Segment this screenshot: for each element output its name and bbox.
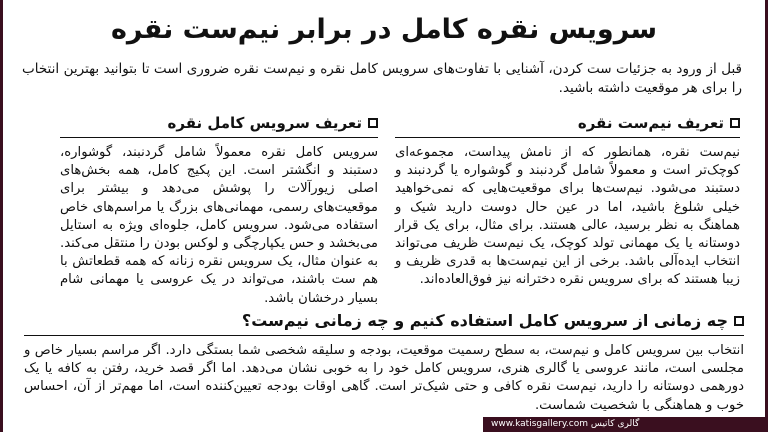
heading-underline <box>60 137 378 138</box>
half-set-heading-text: تعریف نیم‌ست نقره <box>577 114 724 132</box>
when-body: انتخاب بین سرویس کامل و نیم‌ست، به سطح رسمیت موقعیت، بودجه و سلیقه شخصی شما بستگی دارد. اگر مراسم بسیار خاص و مجلسی است، مانند عروسی یا گالری هنری، سرویس کامل خود را به خوبی نشان می‌دهد. اما اگر قصد خرید، رفتن به کافه یا یک دورهمی دوستانه را دارید، نیم‌ست نقره کافی و حتی شیک‌تر است. گاهی اوقات بودجه تعیین‌کننده است، اما مهم‌تر از آن، احساس خوب و هماهنگی با شخصیت شماست. <box>24 343 744 413</box>
full-set-heading <box>60 112 378 136</box>
full-set-heading-text: تعریف سرویس کامل نقره <box>167 114 362 132</box>
half-set-heading <box>395 112 740 136</box>
when-section <box>24 310 744 415</box>
footer-brand-bar: گالری کاتیس www.katisgallery.com <box>483 417 768 432</box>
heading-underline <box>24 335 744 336</box>
checkbox-bullet-icon <box>730 118 740 128</box>
full-set-section <box>60 112 378 308</box>
when-heading-text: چه زمانی از سرویس کامل استفاده کنیم و چه زمانی نیم‌ست؟ <box>241 311 728 330</box>
full-set-body: سرویس کامل نقره معمولاً شامل گردنبند، گوشواره، دستبند و انگشتر است. این پکیج کامل، همه بخش‌های اصلی زیورآلات را پوشش می‌دهد و بیشتر برای موقعیت‌های رسمی، مهمانی‌های بزرگ یا مراسم‌های خاص استفاده می‌شود. سرویس کامل، جلوه‌ای ویژه به استایل می‌بخشد و حس یکپارچگی و لوکس بودن را منتقل می‌کند. به عنوان مثال، یک سرویس نقره زنانه که همه قطعاتش با هم ست باشند، می‌تواند در یک عروسی یا مهمانی شام بسیار درخشان باشد. <box>60 145 378 306</box>
half-set-body: نیم‌ست نقره، همانطور که از نامش پیداست، مجموعه‌ای کوچک‌تر است و معمولاً شامل گردنبند و گوشواره یا گردنبند و دستبند می‌شود. نیم‌ست‌ها برای موقعیت‌هایی که نمی‌خواهید خیلی شلوغ باشید، اما در عین حال دوست دارید شیک و هماهنگ به نظر برسید، عالی هستند. برای مثال، برای یک قرار دوستانه یا یک مهمانی تولد کوچک، یک نیم‌ست ظریف می‌تواند انتخاب ایده‌آلی باشد. برخی از این نیم‌ست‌ها به قدری ظریف و زیبا هستند که برای سرویس نقره دخترانه نیز فوق‌العاده‌اند. <box>395 145 740 288</box>
checkbox-bullet-icon <box>734 316 744 326</box>
checkbox-bullet-icon <box>368 118 378 128</box>
page-title: سرویس نقره کامل در برابر نیم‌ست نقره <box>110 14 658 45</box>
half-set-section <box>395 112 740 290</box>
heading-underline <box>395 137 740 138</box>
when-heading <box>24 310 744 334</box>
intro-paragraph: قبل از ورود به جزئیات ست کردن، آشنایی با تفاوت‌های سرویس کامل نقره و نیم‌ست نقره ضروری است تا بتوانید بهترین انتخاب را برای هر موقعیت داشته باشید. <box>22 61 742 96</box>
